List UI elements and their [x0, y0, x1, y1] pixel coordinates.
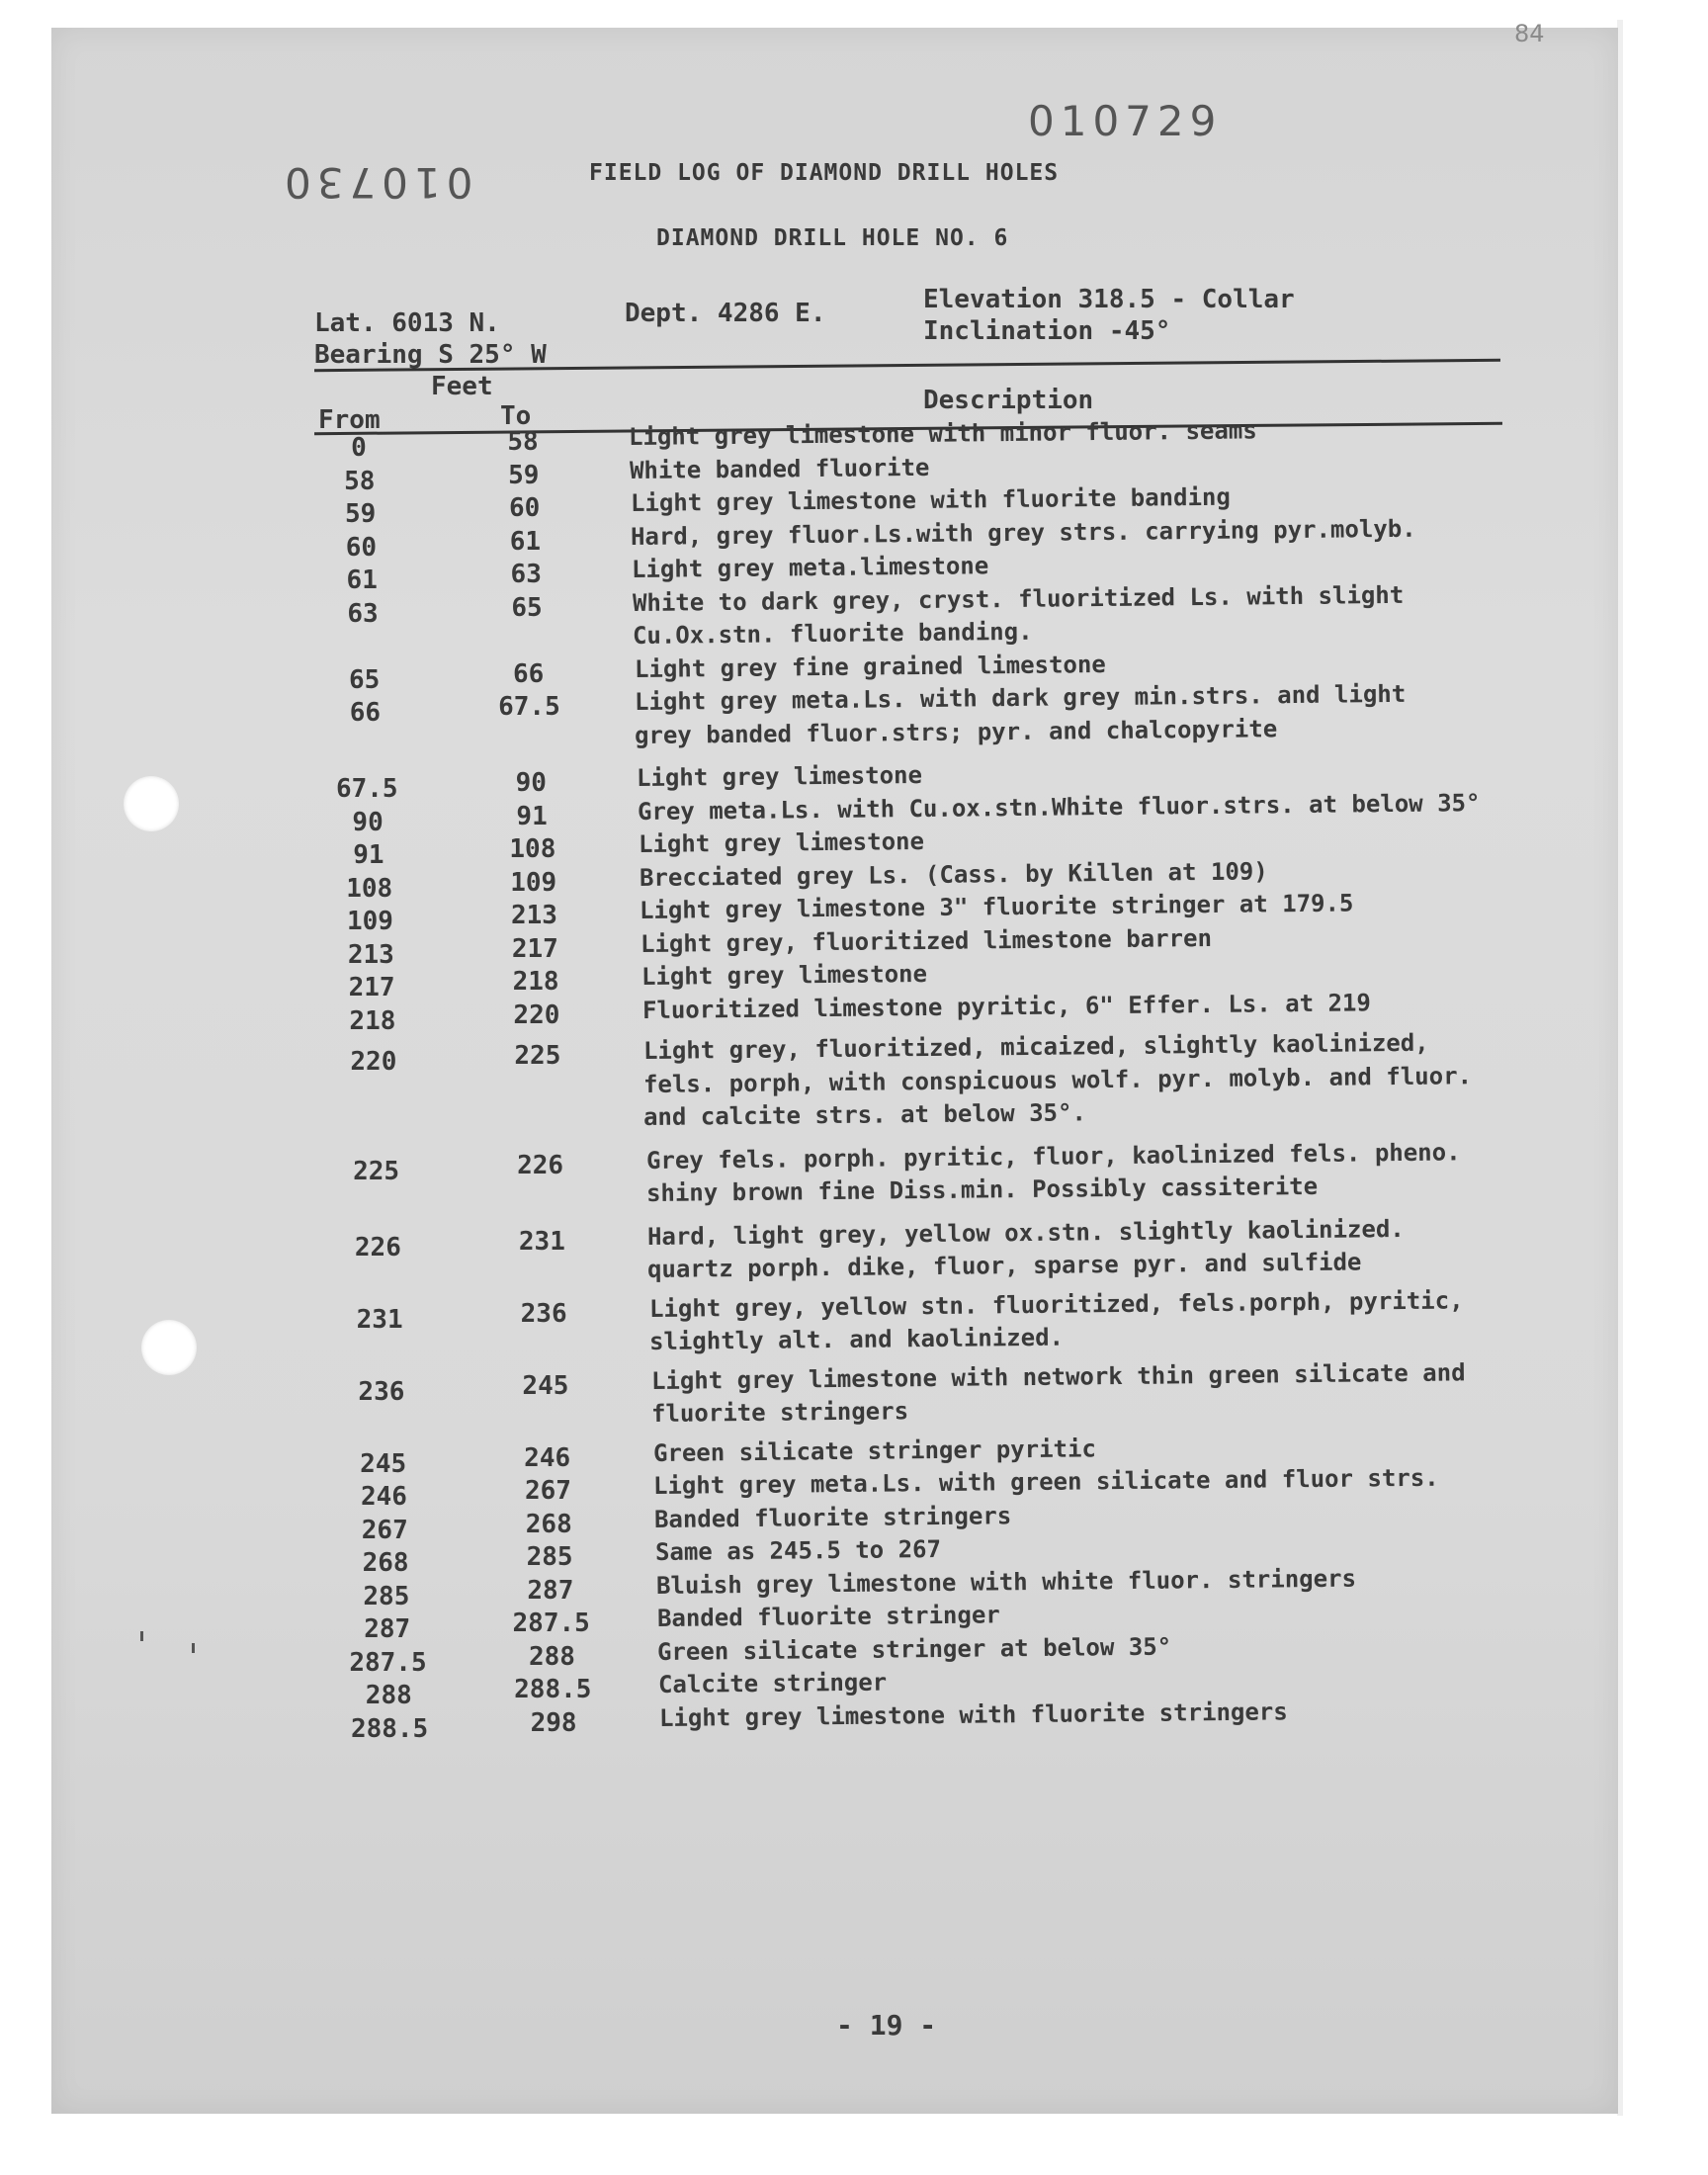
column-header-to: To — [500, 401, 532, 431]
from-depth: 231 — [356, 1304, 403, 1335]
table-row — [0, 1214, 1708, 1283]
table-row — [0, 1137, 1708, 1207]
description-line: fluorite stringers — [650, 1397, 909, 1428]
from-depth: 60 — [345, 532, 378, 563]
to-depth: 285 — [526, 1542, 573, 1572]
stamp-number-top: 010729 — [1028, 97, 1223, 145]
from-depth: 288 — [365, 1681, 412, 1710]
description-line: Light grey limestone — [640, 959, 928, 991]
table-row — [0, 889, 1708, 936]
description-line: Light grey limestone with fluorite banding — [630, 482, 1231, 517]
table-row — [0, 1668, 1708, 1710]
to-depth: 60 — [508, 493, 541, 523]
description-line: Hard, grey fluor.Ls.with grey strs. carrying pyr.molyb. — [631, 514, 1417, 551]
to-depth: 65 — [511, 592, 543, 623]
to-depth: 213 — [511, 901, 557, 930]
table-row — [0, 552, 1708, 595]
from-depth: 220 — [350, 1047, 397, 1077]
table-row — [0, 1534, 1708, 1578]
corner-page-number: 84 — [1514, 20, 1545, 47]
description-line: Light grey, fluoritized limestone barren — [640, 923, 1213, 958]
from-depth: 58 — [344, 466, 376, 496]
to-depth: 231 — [518, 1226, 565, 1257]
description-line: Light grey, yellow stn. fluoritized, fels.porph, pyritic, — [648, 1285, 1464, 1323]
from-depth: 63 — [347, 598, 379, 629]
to-depth: 90 — [515, 768, 547, 798]
from-depth: 66 — [349, 698, 382, 728]
from-depth: 268 — [362, 1548, 409, 1578]
column-header-description: Description — [923, 386, 1094, 415]
to-depth: 287 — [527, 1575, 574, 1606]
table-row — [0, 1501, 1708, 1545]
from-depth: 287.5 — [349, 1647, 427, 1678]
from-depth: 65 — [348, 664, 381, 695]
description-line: Light grey limestone — [637, 760, 923, 792]
to-depth: 108 — [509, 834, 556, 864]
from-depth: 59 — [344, 499, 377, 529]
description-line: Light grey meta.limestone — [632, 552, 989, 583]
from-depth: 245 — [360, 1448, 407, 1479]
from-depth: 225 — [353, 1156, 400, 1186]
to-depth: 66 — [512, 658, 545, 689]
table-row — [0, 1028, 1708, 1131]
description-line: Grey fels. porph. pyritic, fluor, kaolinized fels. pheno. — [645, 1137, 1461, 1174]
description-line: Light grey limestone — [638, 826, 924, 858]
description-line: Banded fluorite stringer — [656, 1601, 1000, 1632]
description-line: Light grey meta.Ls. with dark grey min.strs. and light — [635, 679, 1407, 716]
from-depth: 0 — [351, 433, 367, 463]
to-depth: 91 — [516, 801, 548, 831]
to-depth: 298 — [530, 1707, 577, 1738]
from-depth: 236 — [358, 1376, 405, 1407]
description-line: Light grey fine grained limestone — [634, 650, 1106, 683]
description-line: Cu.Ox.stn. fluorite banding. — [632, 617, 1033, 650]
description-line: Same as 245.5 to 267 — [654, 1534, 942, 1566]
to-depth: 59 — [508, 460, 540, 490]
description-line: quartz porph. dike, fluor, sparse pyr. and sulfide — [647, 1248, 1362, 1283]
from-depth: 91 — [353, 840, 384, 870]
to-depth: 267 — [524, 1476, 571, 1506]
column-header-feet: Feet — [431, 372, 493, 401]
table-row — [0, 1564, 1708, 1611]
description-line: Light grey limestone with minor fluor. seams — [628, 416, 1257, 451]
to-depth: 58 — [507, 427, 539, 457]
document-subtitle: DIAMOND DRILL HOLE NO. 6 — [656, 225, 1009, 251]
from-depth: 109 — [347, 907, 393, 936]
stamp-number-left: 010730 — [279, 158, 473, 207]
table-row — [0, 482, 1708, 529]
description-line: Green silicate stringer pyritic — [652, 1434, 1096, 1467]
to-depth: 61 — [509, 526, 542, 557]
description-line: and calcite strs. at below 35°. — [642, 1098, 1086, 1131]
document-title: FIELD LOG OF DIAMOND DRILL HOLES — [589, 160, 1060, 186]
from-depth: 267 — [361, 1515, 408, 1545]
inclination: Inclination -45° — [923, 316, 1171, 346]
to-depth: 220 — [513, 1000, 560, 1030]
table-row — [0, 1434, 1708, 1479]
table-row — [0, 959, 1708, 1002]
page-number: - 19 - — [836, 2009, 937, 2042]
table-row — [0, 826, 1708, 870]
column-header-from: From — [318, 405, 381, 435]
description-line: fels. porph, with conspicuous wolf. pyr. molyb. and fluor. — [642, 1061, 1473, 1098]
to-depth: 288.5 — [514, 1675, 592, 1704]
from-depth: 61 — [346, 566, 378, 595]
to-depth: 67.5 — [498, 692, 560, 722]
from-depth: 217 — [348, 973, 395, 1002]
to-depth: 63 — [510, 560, 542, 589]
description-line: White to dark grey, cryst. fluoritized Ls. with slight — [632, 580, 1405, 617]
to-depth: 268 — [525, 1509, 572, 1539]
description-line: Fluoritized limestone pyritic, 6" Effer. Ls. at 219 — [641, 988, 1371, 1024]
table-row — [0, 1632, 1708, 1678]
description-line: Light grey limestone with network thin green silicate and — [650, 1357, 1466, 1395]
description-line: Banded fluorite stringers — [654, 1501, 1012, 1533]
to-depth: 287.5 — [512, 1609, 590, 1638]
departure: Dept. 4286 E. — [625, 299, 826, 328]
punch-hole — [141, 1320, 197, 1375]
to-depth: 245 — [522, 1370, 569, 1401]
from-depth: 213 — [347, 939, 394, 970]
description-line: White banded fluorite — [629, 453, 930, 484]
to-depth: 217 — [511, 933, 558, 964]
description-line: shiny brown fine Diss.min. Possibly cassiterite — [645, 1172, 1318, 1207]
from-depth: 218 — [349, 1005, 396, 1036]
table-row — [0, 988, 1708, 1036]
description-line: Light grey limestone 3" fluorite stringer at 179.5 — [640, 889, 1355, 924]
from-depth: 246 — [360, 1482, 407, 1512]
description-line: Hard, light grey, yellow ox.stn. slightly kaolinized. — [647, 1214, 1406, 1251]
description-line: Bluish grey limestone with white fluor. stringers — [655, 1564, 1356, 1600]
description-line: Brecciated grey Ls. (Cass. by Killen at 109) — [639, 856, 1268, 892]
description-line: Light grey, fluoritized, micaized, slightly kaolinized, — [642, 1028, 1429, 1065]
to-depth: 109 — [510, 867, 557, 898]
description-line: Light grey limestone with fluorite stringers — [658, 1696, 1288, 1732]
table-row — [0, 1285, 1708, 1355]
description-line: grey banded fluor.strs; pyr. and chalcopyrite — [635, 714, 1278, 749]
description-line: Calcite stringer — [658, 1668, 888, 1698]
scan-mark — [140, 1631, 143, 1641]
table-row — [0, 1357, 1708, 1428]
elevation: Elevation 318.5 - Collar — [923, 285, 1295, 314]
description-line: slightly alt. and kaolinized. — [648, 1323, 1065, 1355]
from-depth: 67.5 — [335, 774, 398, 804]
from-depth: 287 — [364, 1614, 411, 1644]
bearing: Bearing S 25° W — [314, 340, 547, 370]
scan-mark — [192, 1643, 195, 1653]
table-row — [0, 1601, 1708, 1644]
from-depth: 108 — [346, 873, 393, 904]
table-row — [0, 856, 1708, 904]
from-depth: 285 — [363, 1581, 410, 1611]
table-row — [0, 453, 1708, 496]
to-depth: 236 — [520, 1298, 567, 1329]
to-depth: 246 — [524, 1442, 571, 1473]
to-depth: 226 — [517, 1150, 564, 1180]
to-depth: 288 — [528, 1641, 575, 1672]
table-row — [0, 650, 1708, 695]
description-line: Light grey meta.Ls. with green silicate and fluor strs. — [653, 1463, 1440, 1500]
to-depth: 218 — [512, 967, 559, 997]
from-depth: 288.5 — [350, 1713, 429, 1744]
table-row — [0, 923, 1708, 970]
to-depth: 225 — [514, 1041, 561, 1071]
description-line: Grey meta.Ls. with Cu.ox.stn.White fluor.strs. at below 35° — [637, 788, 1481, 826]
from-depth: 226 — [354, 1232, 401, 1262]
from-depth: 90 — [352, 807, 384, 837]
table-row — [0, 1696, 1708, 1744]
description-line: Green silicate stringer at below 35° — [657, 1632, 1172, 1666]
latitude: Lat. 6013 N. — [314, 308, 500, 338]
